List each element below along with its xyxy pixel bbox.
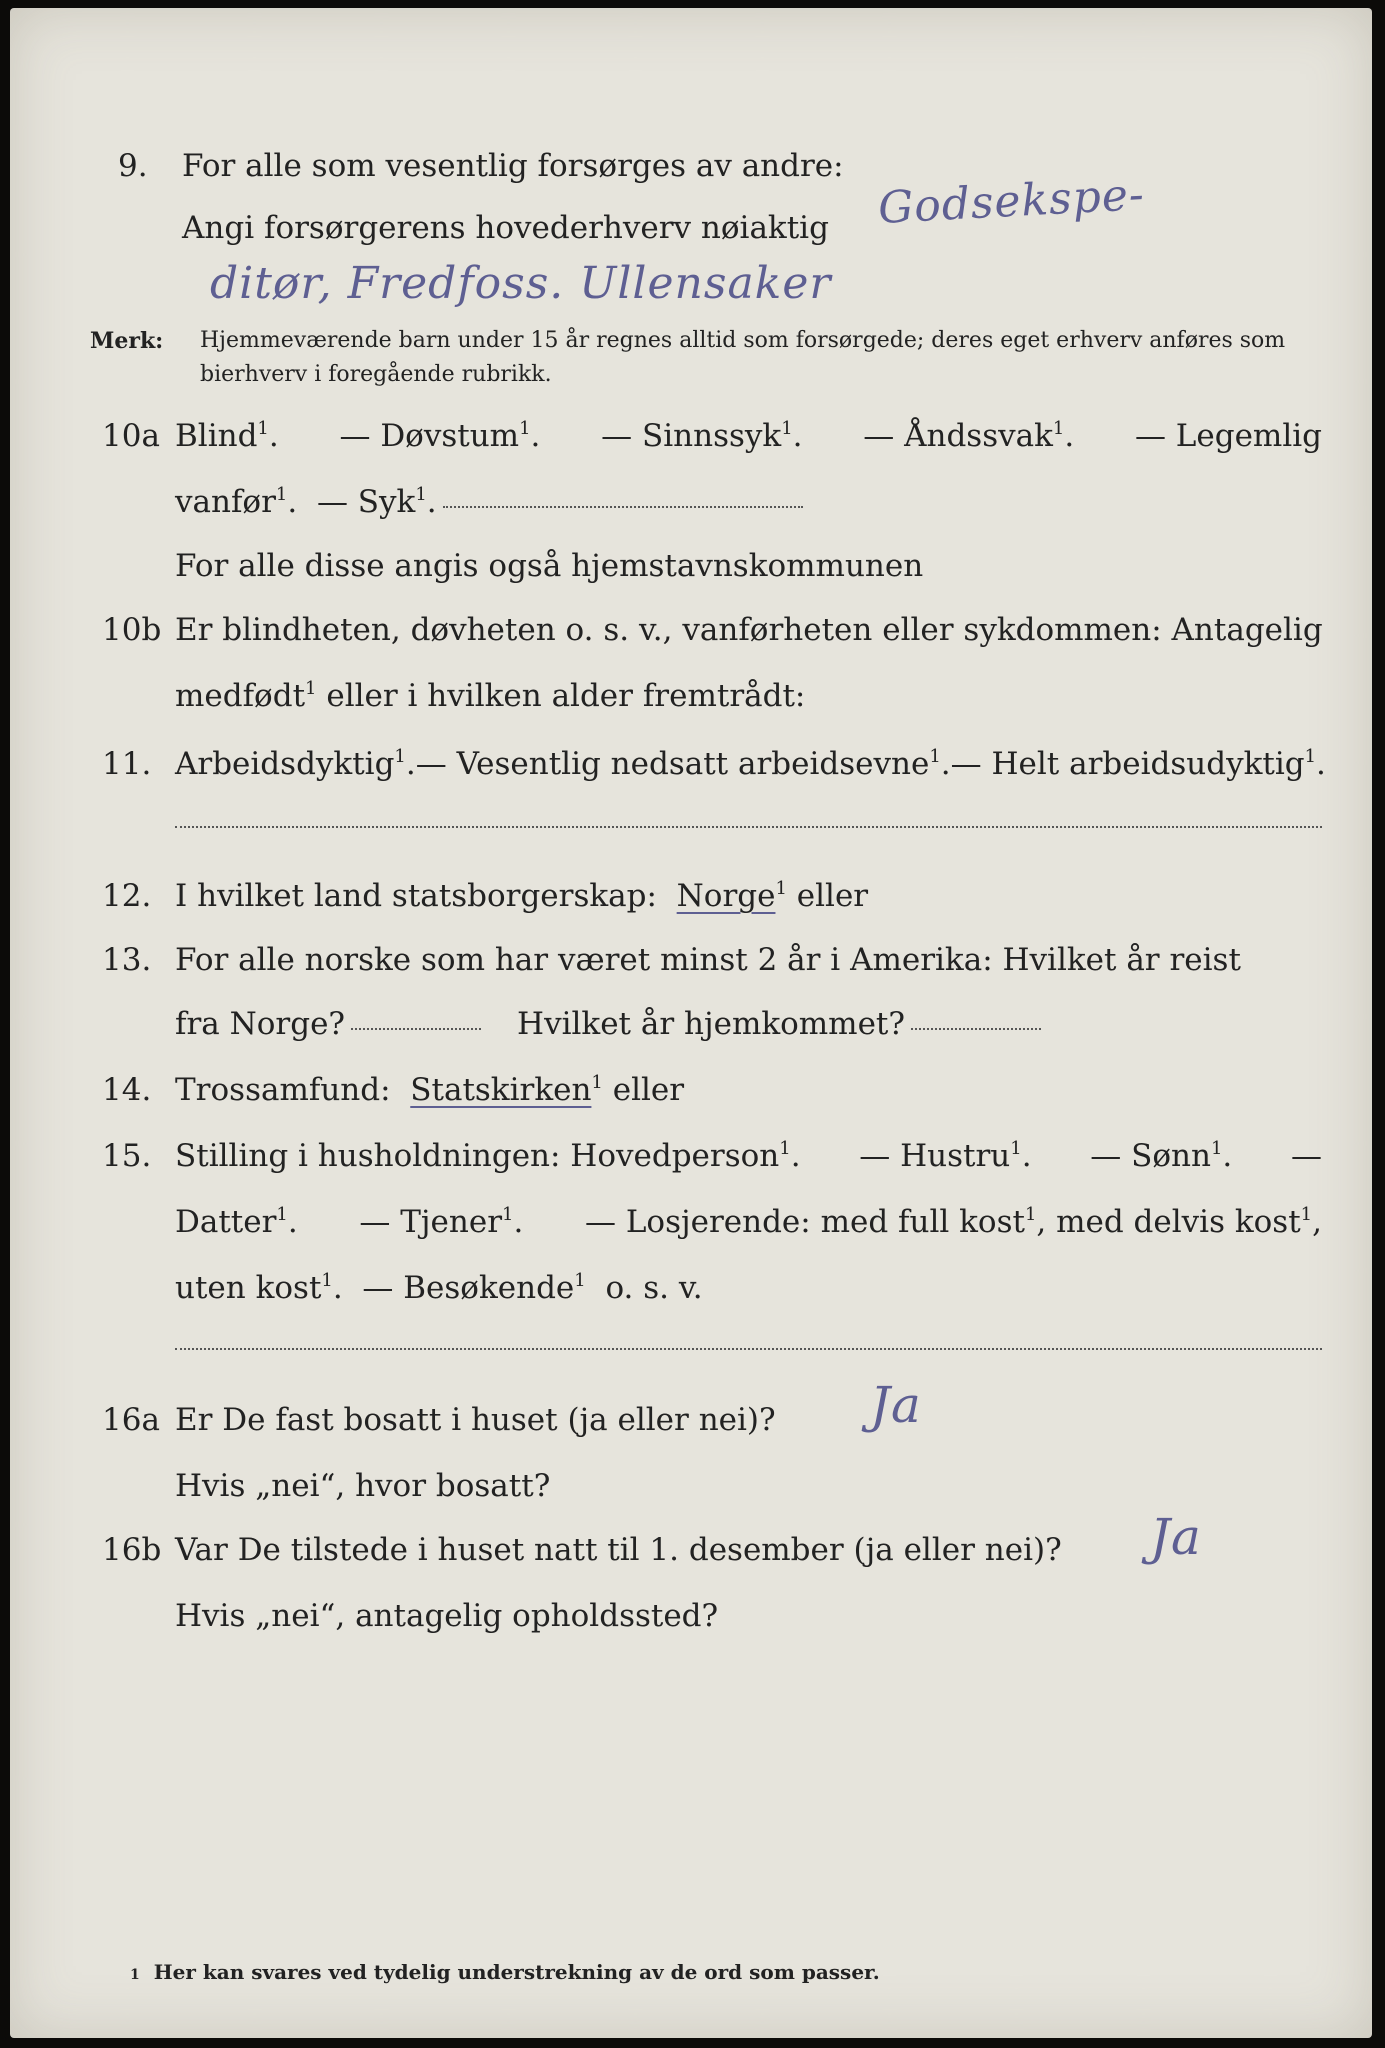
footnote-ref: 1 [781,418,793,439]
q10a-sinnssyk: — Sinnssyk [601,418,782,454]
footnote-ref: 1 [257,418,269,439]
q14-question: Trossamfund: [175,1072,391,1108]
q14-number: 14. [102,1072,152,1108]
footnote-mark: 1 [130,1967,140,1983]
q9-handwritten-answer-1: Godsekspe- [876,169,1146,234]
q10a-syk: — Syk [316,484,416,520]
q10a-legemlig: — Legemlig [1134,418,1322,454]
q13-hjemkommet-line [911,1028,1041,1030]
footnote-ref: 1 [321,1270,333,1291]
q11-answer-line [175,826,1322,828]
census-form-page: 9. For alle som vesentlig forsørges av andre: Angi forsørgerens hovederhverv nøiaktig Godsekspe- ditør, Fredfoss. Ullensaker Merk: Hjemmeværende barn under 15 år regnes alltid som forsørgede; deres eget erhverv anføres som bierhverv i foregående rubrikk. 10a Blind$^1$. — Døvstum$^1$. — Sinnssyk$^1$. — Åndssvak$^1$. — Legemlig vanfør$^1$. — Syk$^1$. For alle disse angis også hjemstavnskommunen 10b Er blindheten, døvheten o. s. v., vanførheten eller sykdommen: Antagelig medfødt$^1$ eller i hvilken alder fremtrådt: 11. Arbeidsdyktig$^1$. — Vesentlig nedsatt arbeidsevne$^1$. — Helt arbeidsudyktig$^1$. 12. I hvilket land statsborgerskap: Norge$^1$ eller 13. For alle norske som har været minst 2 år i Amerika: Hvilket år reist fra Norge? Hvilket år hjemkommet? 14. Trossamfund: Statskirken$^1$ eller 15. Stilling i husholdningen: Hovedperson$^1$. — Hustru$^1$. — Sønn$^1$. — Datter$^1$. — Tjener$^1$. — Losjerende: med full kost$^1$, med delvis kost$^1$, uten kost$^1$. — Besøkende$^1$ o. s. v. 16a Er De fast bosatt i huset (ja eller nei)? Ja Hvis „nei“, hvor bosatt? 16b Var De tilstede i huset natt til 1. desember (ja eller nei)? Ja Hvis „nei“, antagelig opholdssted? 1 Her kan svares ved tydelig understrekning av de ord som passer. [10,8,1372,2038]
q11-nedsatt: — Vesentlig nedsatt arbeidsevne [415,746,930,782]
footnote-ref: 1 [275,484,288,505]
q13-hjemkommet: Hvilket år hjemkommet? [517,1006,906,1042]
q16a-hvor-bosatt: Hvis „nei“, hvor bosatt? [175,1468,551,1504]
q14-statskirken-underlined: Statskirken [410,1072,592,1108]
footnote-ref: 1 [1052,418,1065,439]
q16a-number: 16a [102,1402,160,1438]
q10b-number: 10b [102,612,162,648]
q11-number: 11. [102,746,152,782]
q12-number: 12. [102,878,152,914]
q10b-medfodt: medfødt [175,678,306,714]
q12-eller: eller [796,878,869,914]
q13-question: For alle norske som har været minst 2 år i Amerika: Hvilket år reist [175,942,1241,978]
merk-text: Hjemmeværende barn under 15 år regnes alltid som forsørgede; deres eget erhverv anføres som bierhverv i foregående rubrikk. [200,328,1286,387]
footnote-ref: 1 [574,1270,586,1291]
q10a-vanfor: vanfør [175,484,276,520]
q15-hustru: — Hustru [859,1138,1011,1174]
q11-period: . [1316,746,1326,782]
q10a-hjemstavn: For alle disse angis også hjemstavnskommunen [175,548,924,584]
footnote [130,1960,880,1984]
q15-full-kost: — Losjerende: med full kost [584,1204,1025,1240]
footnote-ref: 1 [779,1138,791,1159]
footnote-ref: 1 [929,746,941,767]
q15-uten-kost: uten kost [175,1270,322,1306]
footnote-ref: 1 [591,1072,603,1093]
q10b-alder: eller i hvilken alder fremtrådt: [326,678,806,714]
q15-hovedperson: Stilling i husholdningen: Hovedperson [175,1138,780,1174]
q15-dash: — [1290,1138,1322,1174]
footnote-ref: 1 [1210,1138,1223,1159]
footnote-ref: 1 [305,678,317,699]
footnote-text: Her kan svares ved tydelig understrekning av de ord som passer. [153,1960,880,1984]
q13-reist: fra Norge? [175,1006,346,1042]
q15-extra-line [175,1348,1322,1350]
q9-question-2: Angi forsørgerens hovederhverv nøiaktig [182,210,829,246]
q14-eller: eller [612,1072,685,1108]
q15-comma: , [1312,1204,1322,1240]
footnote-ref: 1 [502,1204,514,1225]
q15-delvis-kost: , med delvis kost [1036,1204,1301,1240]
q10a-blind: Blind [175,418,258,454]
q10a-dovstum: — Døvstum [339,418,520,454]
q9-handwritten-answer-2: ditør, Fredfoss. Ullensaker [210,258,832,309]
q16b-question: Var De tilstede i huset natt til 1. desember (ja eller nei)? [175,1532,1062,1568]
q10b-question: Er blindheten, døvheten o. s. v., vanførheten eller sykdommen: Antagelig [175,612,1323,648]
q12-norge-underlined: Norge [676,878,776,914]
q15-number: 15. [102,1138,152,1174]
q15-sonn: — Sønn [1090,1138,1211,1174]
q15-datter: Datter [175,1204,277,1240]
q13-number: 13. [102,942,152,978]
footnote-ref: 1 [775,878,787,899]
q15-besokende: — Besøkende [362,1270,575,1306]
q10a-answer-line [443,506,803,508]
q16a-question: Er De fast bosatt i huset (ja eller nei)? [175,1402,776,1438]
q16b-handwritten-answer: Ja [1150,1508,1202,1566]
q16a-handwritten-answer: Ja [870,1376,922,1434]
footnote-ref: 1 [519,418,531,439]
footnote-ref: 1 [394,746,406,767]
q10a-number: 10a [102,418,160,454]
q13-reist-line [351,1028,481,1030]
q11-udyktig: — Helt arbeidsudyktig [950,746,1305,782]
footnote-ref: 1 [415,484,427,505]
q15-tjener: — Tjener [359,1204,503,1240]
q10a-andssvak: — Åndssvak [863,418,1053,454]
footnote-ref: 1 [1304,746,1317,767]
q9-number: 9. [118,148,148,184]
q16b-opholdssted: Hvis „nei“, antagelig opholdssted? [175,1598,719,1634]
footnote-ref: 1 [1024,1204,1037,1225]
q12-question: I hvilket land statsborgerskap: [175,878,657,914]
q11-arbeidsdyktig: Arbeidsdyktig [175,746,395,782]
footnote-ref: 1 [1300,1204,1313,1225]
q16b-number: 16b [102,1532,162,1568]
footnote-ref: 1 [1010,1138,1022,1159]
merk-label: Merk: [90,328,164,354]
q9-question: For alle som vesentlig forsørges av andre: [182,148,844,184]
footnote-ref: 1 [276,1204,288,1225]
q15-osv: o. s. v. [605,1270,703,1306]
